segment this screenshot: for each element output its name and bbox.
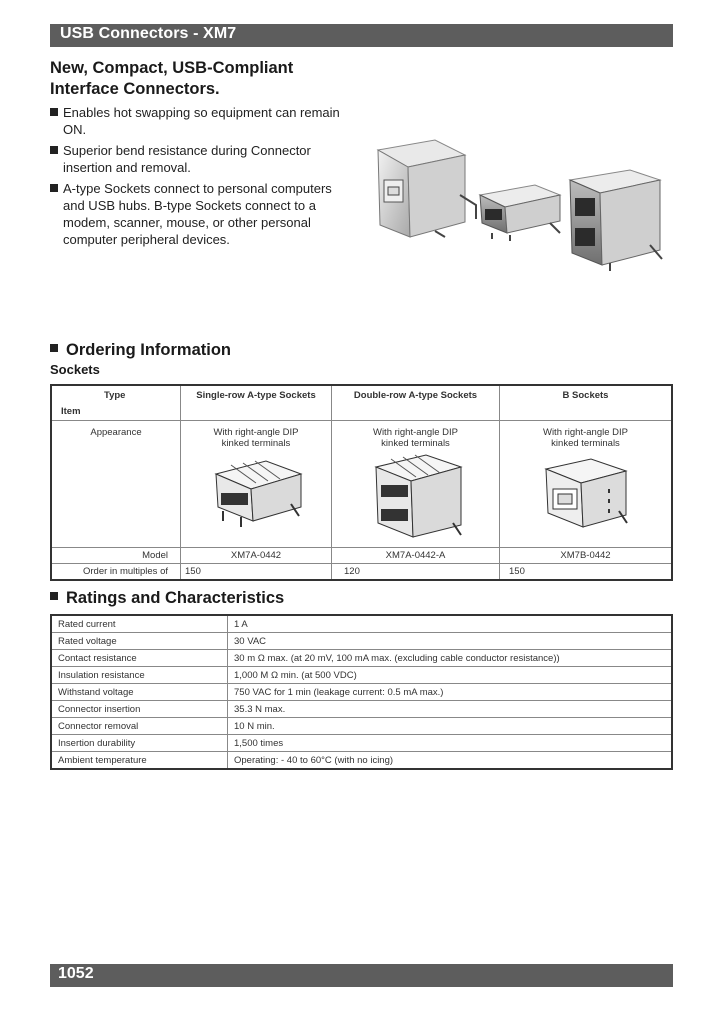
- single-row-a-socket-image: [480, 185, 560, 241]
- table-row: [51, 667, 672, 684]
- header-bar: [50, 24, 673, 47]
- ratings-table: [50, 614, 673, 770]
- table-row: [51, 420, 672, 547]
- rating-label: Connector insertion: [51, 701, 228, 718]
- table-row: [51, 650, 672, 667]
- table-row: [51, 684, 672, 701]
- order-label: Order in multiples of: [51, 563, 181, 580]
- bullet-square-icon: [50, 184, 58, 192]
- table-row: [51, 615, 672, 633]
- headline: [50, 58, 350, 100]
- ordering-section-title: Ordering Information: [50, 341, 231, 360]
- appearance-cell: [332, 420, 500, 547]
- rating-label: Withstand voltage: [51, 684, 228, 701]
- rating-label: Rated current: [51, 615, 228, 633]
- table-row: [51, 701, 672, 718]
- appearance-caption: With right-angle DIP kinked terminals: [213, 426, 299, 449]
- rating-label: Insertion durability: [51, 735, 228, 752]
- table-corner-cell: [51, 385, 181, 420]
- order-value: 150: [181, 563, 332, 580]
- rating-label: Ambient temperature: [51, 752, 228, 770]
- appearance-cell: [500, 420, 673, 547]
- order-value: 150: [500, 563, 673, 580]
- appearance-caption: With right-angle DIP kinked terminals: [372, 426, 458, 449]
- single-row-a-socket-drawing: [201, 449, 311, 534]
- model-label: Model: [51, 547, 181, 563]
- table-row: [51, 563, 672, 580]
- model-value: XM7A-0442-A: [332, 547, 500, 563]
- rating-value: 1,000 M Ω min. (at 500 VDC): [228, 667, 673, 684]
- rating-value: 35.3 N max.: [228, 701, 673, 718]
- feature-item: Superior bend resistance during Connector insertion and removal.: [50, 142, 350, 176]
- corner-type-label: Type: [104, 390, 126, 401]
- model-value: XM7B-0442: [500, 547, 673, 563]
- rating-label: Contact resistance: [51, 650, 228, 667]
- table-row: [51, 735, 672, 752]
- bullet-square-icon: [50, 592, 58, 600]
- rating-label: Insulation resistance: [51, 667, 228, 684]
- ordering-table: [50, 384, 673, 581]
- corner-item-label: Item: [61, 406, 81, 417]
- rating-value: Operating: - 40 to 60°C (with no icing): [228, 752, 673, 770]
- appearance-caption: With right-angle DIP kinked terminals: [542, 426, 628, 449]
- sockets-subtitle: Sockets: [50, 362, 100, 377]
- rating-label: Rated voltage: [51, 633, 228, 650]
- appearance-label: Appearance: [51, 420, 181, 547]
- table-row: [51, 633, 672, 650]
- rating-value: 30 m Ω max. (at 20 mV, 100 mA max. (excluding cable conductor resistance)): [228, 650, 673, 667]
- b-socket-drawing: [531, 449, 641, 534]
- headline-line-1: New, Compact, USB-Compliant: [50, 59, 294, 77]
- footer-bar: [50, 964, 673, 987]
- table-row: [51, 718, 672, 735]
- ratings-section-title: Ratings and Characteristics: [50, 589, 284, 608]
- order-value: 120: [332, 563, 500, 580]
- feature-list: [50, 104, 350, 252]
- bullet-square-icon: [50, 344, 58, 352]
- table-row: [51, 547, 672, 563]
- rating-label: Connector removal: [51, 718, 228, 735]
- headline-line-2: Interface Connectors.: [50, 80, 220, 98]
- rating-value: 10 N min.: [228, 718, 673, 735]
- column-header: B Sockets: [500, 385, 673, 420]
- connectors-product-photo: [360, 125, 680, 285]
- bullet-square-icon: [50, 108, 58, 116]
- rating-value: 1 A: [228, 615, 673, 633]
- feature-item: A-type Sockets connect to personal computers and USB hubs. B-type Sockets connect to a modem, scanner, mouse, or other personal computer peripheral devices.: [50, 180, 350, 248]
- ratings-body: [51, 615, 672, 769]
- b-socket-image: [378, 140, 476, 237]
- double-row-a-socket-drawing: [361, 449, 471, 544]
- rating-value: 1,500 times: [228, 735, 673, 752]
- page-title: USB Connectors - XM7: [60, 25, 237, 42]
- appearance-cell: [181, 420, 332, 547]
- column-header: Single-row A-type Sockets: [181, 385, 332, 420]
- table-row: [51, 752, 672, 770]
- model-value: XM7A-0442: [181, 547, 332, 563]
- double-row-a-socket-image: [570, 170, 662, 271]
- table-row: [51, 385, 672, 420]
- feature-item: Enables hot swapping so equipment can remain ON.: [50, 104, 350, 138]
- rating-value: 750 VAC for 1 min (leakage current: 0.5 mA max.): [228, 684, 673, 701]
- rating-value: 30 VAC: [228, 633, 673, 650]
- bullet-square-icon: [50, 146, 58, 154]
- column-header: Double-row A-type Sockets: [332, 385, 500, 420]
- page-number: 1052: [58, 965, 94, 982]
